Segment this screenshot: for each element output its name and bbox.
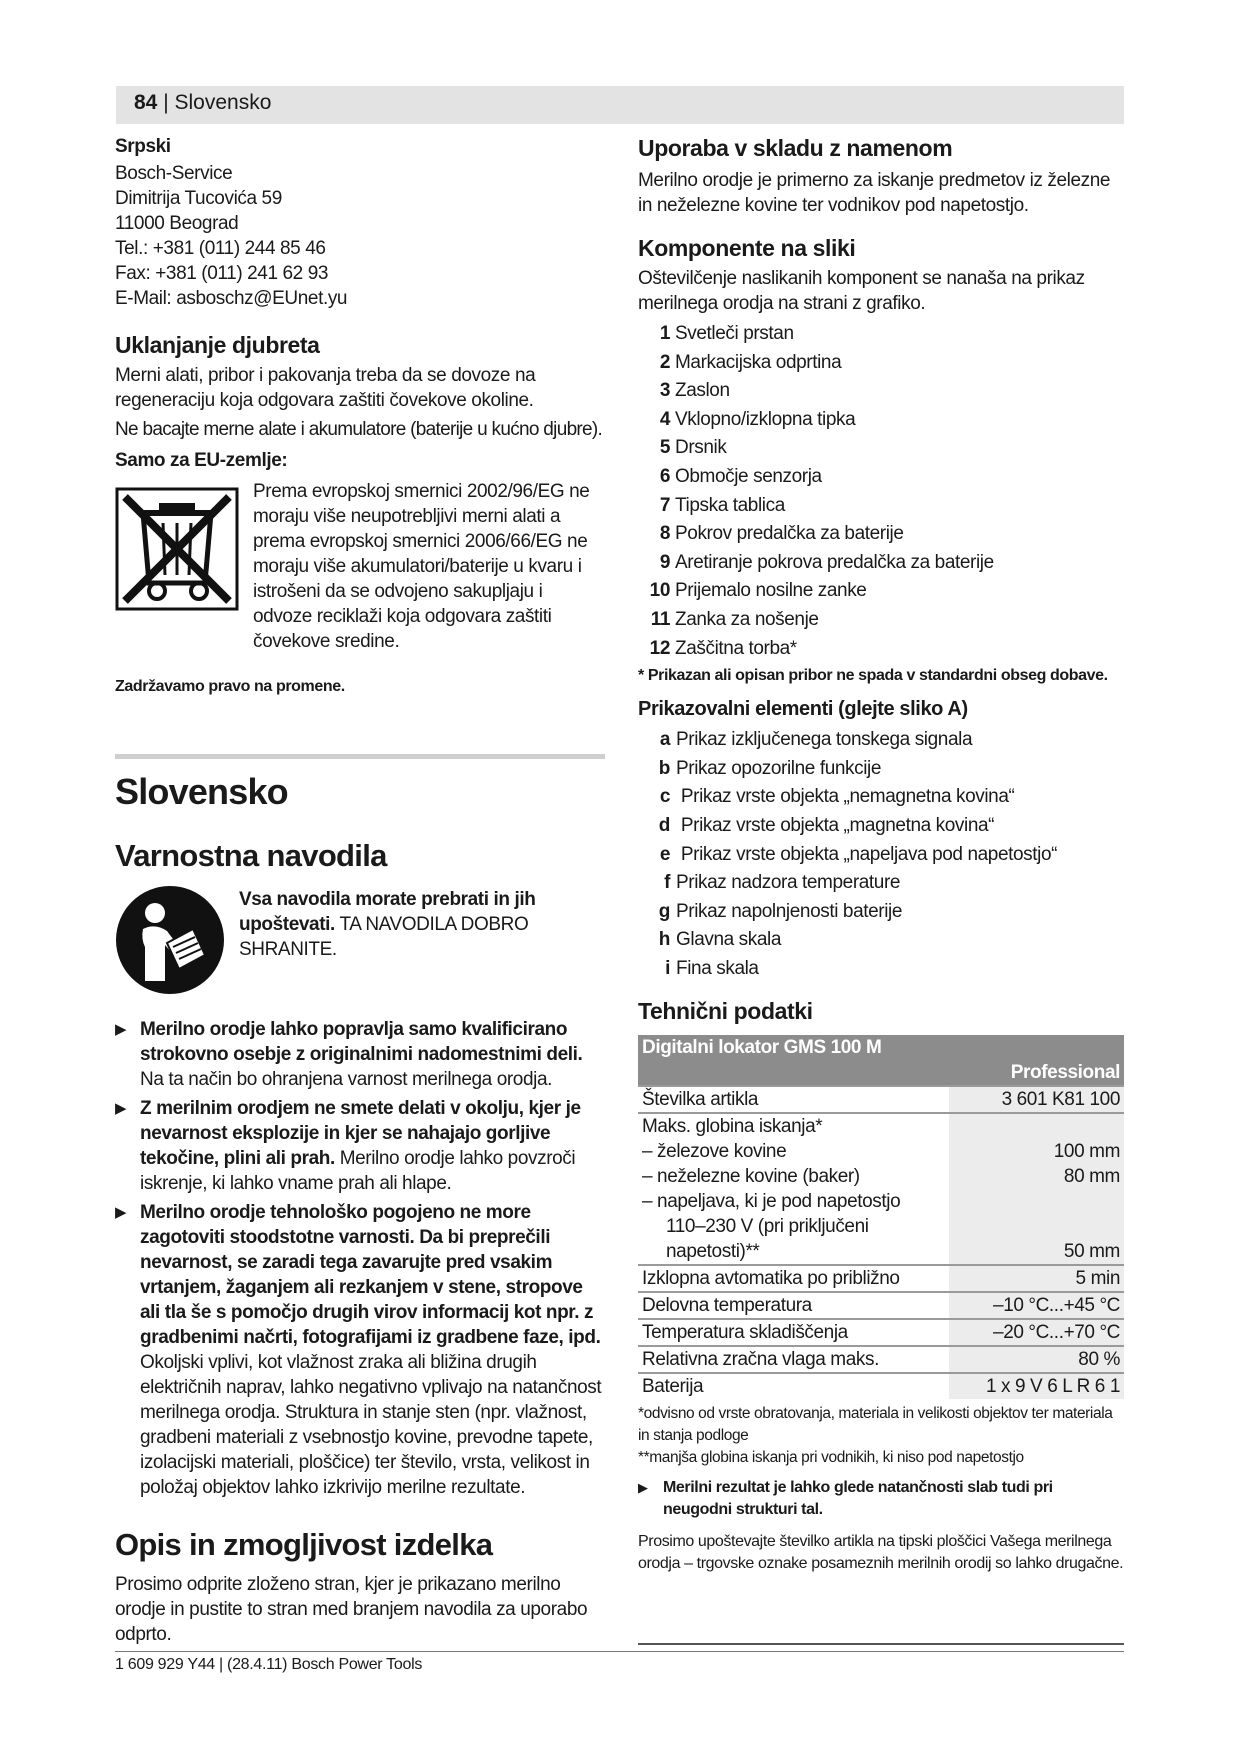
address-line: E-Mail: asboschz@EUnet.yu [115, 288, 348, 309]
safety-bullet-2 [115, 1096, 605, 1196]
product-heading: Opis in zmogljivost izdelka [115, 1527, 493, 1562]
address-line: Tel.: +381 (011) 244 85 46 [115, 238, 326, 259]
tech-data-table [638, 1035, 1124, 1399]
safety-bullet-1 [115, 1017, 605, 1092]
read-instructions-text [239, 887, 605, 995]
accuracy-warning: ▶ Merilni rezultat je lahko glede natančnosti slab tudi pri neugodni strukturi tal. [638, 1477, 1124, 1521]
list-item [642, 549, 1124, 578]
footer-rule [638, 1643, 1124, 1645]
display-label: Prikaz vrste objekta „napeljava pod napetostjo“ [676, 843, 1058, 865]
components-list [642, 320, 1124, 663]
display-heading: Prikazovalni elementi (glejte sliko A) [638, 698, 968, 721]
list-item [642, 726, 1124, 755]
component-label: Zaščitna torba* [675, 637, 797, 659]
list-item [642, 841, 1124, 870]
display-label: Prikaz opozorilne funkcije [676, 757, 882, 779]
disposal-heading: Uklanjanje djubreta [115, 332, 320, 358]
display-label: Prikaz izključenega tonskega signala [676, 729, 973, 751]
tech-heading: Tehnični podatki [638, 998, 813, 1025]
read-instructions-normal: TA NAVODILA DOBRO SHRANITE. [239, 914, 529, 960]
list-item [642, 377, 1124, 406]
list-item [642, 755, 1124, 784]
component-label: Pokrov predalčka za baterije [675, 523, 904, 545]
component-number: 10 [649, 580, 670, 602]
bullet-1-bold: Merilno orodje lahko popravlja samo kvalificirano strokovno osebje z originalnimi nadomestnimi deli. [140, 1019, 583, 1065]
list-item [642, 812, 1124, 841]
left-column [115, 134, 605, 1647]
footer-rule-full [115, 1651, 1124, 1652]
list-item [642, 898, 1124, 927]
bullet-2-bold: Z merilnim orodjem ne smete delati v okolju, kjer je nevarnost eksplozije in kjer se nahajajo gorljive tekočine, plini ali prah. [140, 1098, 581, 1169]
table-row: Številka artikla 3 601 K81 100 [638, 1086, 1124, 1113]
usage-heading: Uporaba v skladu z namenom [638, 135, 953, 161]
table-row: Temperatura skladiščenja –20 °C...+70 °C [638, 1319, 1124, 1346]
article-number-note: Prosimo upoštevajte številko artikla na tipski ploščici Vašega merilnega orodja – trgovske oznake posameznih merilnih orodij so lahko drugačne. [638, 1533, 1124, 1573]
weee-block [115, 479, 605, 654]
component-number: 1 [659, 323, 670, 344]
table-row: Izklopna avtomatika po približno 5 min [638, 1265, 1124, 1292]
display-letter: d [658, 814, 670, 836]
component-number: 2 [659, 351, 670, 373]
address-line: Fax: +381 (011) 241 62 93 [115, 263, 329, 284]
page-footer: 1 609 929 Y44 | (28.4.11) Bosch Power Tools [115, 1656, 423, 1673]
component-label: Tipska tablica [675, 494, 785, 516]
display-label: Prikaz vrste objekta „magnetna kovina“ [676, 814, 995, 836]
bullet-arrow-icon: ▶ [115, 1204, 127, 1221]
usage-text: Merilno orodje je primerno za iskanje predmetov iz železne in neželezne kovine ter vodnikov pod napetostjo. [638, 170, 1111, 216]
bullet-3-bold: Merilno orodje tehnološko pogojeno ne more zagotoviti stoodstotne varnosti. Da bi preprečili nevarnost, se zaradi tega zavarujte pred vsakim vrtanjem, žaganjem ali rezkanjem v stene, stropove ali tla še s pomočjo drugih virov informacij kot npr. z gradbenimi načrti, fotografijami iz gradbene faze, ipd. [140, 1202, 601, 1348]
safety-bullet-3 [115, 1200, 605, 1500]
list-item [642, 577, 1124, 606]
safety-bullets [115, 1017, 605, 1500]
components-intro: Oštevilčenje naslikanih komponent se nanaša na prikaz merilnega orodja na strani z grafiko. [638, 268, 1085, 314]
component-number: 12 [649, 637, 670, 659]
header-language: Slovensko [174, 91, 272, 114]
display-letter: c [659, 786, 670, 808]
list-item [642, 492, 1124, 521]
display-list [642, 726, 1124, 983]
component-number: 8 [659, 523, 670, 545]
read-manual-icon [115, 885, 225, 995]
list-item [642, 463, 1124, 492]
srpski-title: Srpski [115, 136, 171, 157]
read-instructions-bold: Vsa navodila morate prebrati in jih upoštevati. [239, 889, 536, 935]
address-line: Bosch-Service [115, 163, 233, 184]
reserve-note: Zadržavamo pravo na promene. [115, 678, 345, 695]
bullet-1-normal: Na ta način bo ohranjena varnost merilnega orodja. [140, 1069, 552, 1090]
display-letter: f [664, 872, 670, 894]
component-label: Markacijska odprtina [675, 351, 842, 373]
list-item [642, 434, 1124, 463]
list-item [642, 783, 1124, 812]
display-letter: g [658, 900, 670, 922]
component-number: 3 [659, 380, 670, 402]
display-label: Prikaz vrste objekta „nemagnetna kovina“ [676, 786, 1015, 808]
list-item [642, 320, 1124, 349]
table-header-row-2 [638, 1060, 1124, 1086]
display-letter: i [665, 957, 670, 979]
table-row: Relativna zračna vlaga maks. 80 % [638, 1346, 1124, 1373]
component-number: 6 [659, 465, 670, 487]
right-column [638, 134, 1124, 1575]
list-item [642, 520, 1124, 549]
page-number: 84 [134, 91, 158, 114]
display-letter: a [659, 729, 670, 751]
component-label: Zaslon [675, 380, 730, 402]
component-label: Aretiranje pokrova predalčka za baterije [675, 551, 994, 573]
product-line-cell: Professional [638, 1060, 1124, 1086]
disposal-paragraph-1: Merni alati, pribor i pakovanja treba da se dovoze na regeneraciju koja odgovara zaštiti čovekove okoline. [115, 365, 536, 411]
list-item [642, 869, 1124, 898]
list-item [642, 606, 1124, 635]
footnote-2: **manjša globina iskanja pri vodnikih, ki niso pod napetostjo [638, 1449, 1024, 1467]
bullet-arrow-icon: ▶ [115, 1021, 127, 1038]
list-item [642, 349, 1124, 378]
component-number: 11 [650, 608, 670, 630]
components-note: * Prikazan ali opisan pribor ne spada v standardni obseg dobave. [638, 667, 1108, 685]
display-letter: b [658, 757, 670, 779]
display-label: Fina skala [676, 957, 759, 979]
disposal-paragraph-2: Ne bacajte merne alate i akumulatore (baterije u kućno djubre). [115, 419, 603, 440]
bullet-arrow-icon: ▶ [638, 1480, 648, 1496]
crossed-bin-icon [115, 487, 239, 611]
display-letter: e [659, 843, 670, 865]
footnote-1: *odvisno od vrste obratovanja, materiala in velikosti objektov ter materiala in stanja podloge [638, 1405, 1113, 1445]
component-number: 7 [659, 494, 670, 516]
display-label: Glavna skala [676, 929, 782, 951]
list-item [642, 406, 1124, 435]
product-text: Prosimo odprite zloženo stran, kjer je prikazano merilno orodje in pustite to stran med branjem navodila za uporabo odprto. [115, 1574, 588, 1645]
bullet-2-normal: Merilno orodje lahko povzroči iskrenje, ki lahko vname prah ali hlape. [140, 1148, 576, 1194]
bullet-arrow-icon: ▶ [115, 1100, 127, 1117]
component-label: Vklopno/izklopna tipka [675, 408, 856, 430]
list-item [642, 635, 1124, 664]
srpski-address [115, 161, 605, 311]
read-manual-block [115, 885, 605, 995]
table-header-row [638, 1035, 1124, 1060]
list-item [642, 955, 1124, 984]
address-line: 11000 Beograd [115, 213, 239, 234]
table-row: Baterija 1 x 9 V 6 L R 6 1 [638, 1373, 1124, 1399]
eu-heading: Samo za EU-zemlje: [115, 450, 288, 471]
component-label: Svetleči prstan [675, 323, 794, 344]
table-row: Delovna temperatura –10 °C...+45 °C [638, 1292, 1124, 1319]
component-label: Zanka za nošenje [675, 608, 819, 630]
component-label: Drsnik [675, 437, 727, 459]
components-heading: Komponente na sliki [638, 235, 856, 261]
display-label: Prikaz nadzora temperature [676, 872, 901, 894]
list-item [642, 926, 1124, 955]
display-letter: h [658, 929, 670, 951]
table-row: Maks. globina iskanja* – železove kovine – neželezne kovine (baker) – napeljava, ki je pod napetostjo 110–230 V (pri priključeni napetosti)** 100 mm 80 mm 50 mm [638, 1113, 1124, 1265]
page-header: 84 | Slovensko [134, 91, 272, 114]
safety-heading: Varnostna navodila [115, 838, 387, 873]
product-name-cell: Digitalni lokator GMS 100 M [638, 1035, 1124, 1060]
bullet-3-normal: Okoljski vplivi, kot vlažnost zraka ali bližina drugih električnih naprav, lahko negativno vplivajo na natančnost merilnega orodja. Struktura in stanje sten (npr. vlažnost, gradbeni materiali z vsebnostjo kovine, prevodne tapete, izolacijski materiali, ploščice) ter število, vrsta, velikost in položaj objektov lahko izkrivijo merilne rezultate. [140, 1352, 602, 1498]
slovensko-title: Slovensko [115, 771, 288, 812]
address-line: Dimitrija Tucovića 59 [115, 188, 282, 209]
component-number: 4 [659, 408, 670, 430]
component-number: 5 [659, 437, 670, 459]
section-divider [115, 754, 605, 759]
component-label: Prijemalo nosilne zanke [675, 580, 867, 602]
display-label: Prikaz napolnjenosti baterije [676, 900, 903, 922]
component-number: 9 [659, 551, 670, 573]
eu-directive-text: Prema evropskoj smernici 2002/96/EG ne moraju više neupotrebljivi merni alati a prema evropskoj smernici 2006/66/EG ne moraju više akumulatori/baterije u kvaru i istrošeni da se odvojeno sakupljaju i odvoze reciklaži koja odgovara zaštiti čovekove sredine. [253, 481, 590, 652]
component-label: Območje senzorja [675, 465, 822, 487]
